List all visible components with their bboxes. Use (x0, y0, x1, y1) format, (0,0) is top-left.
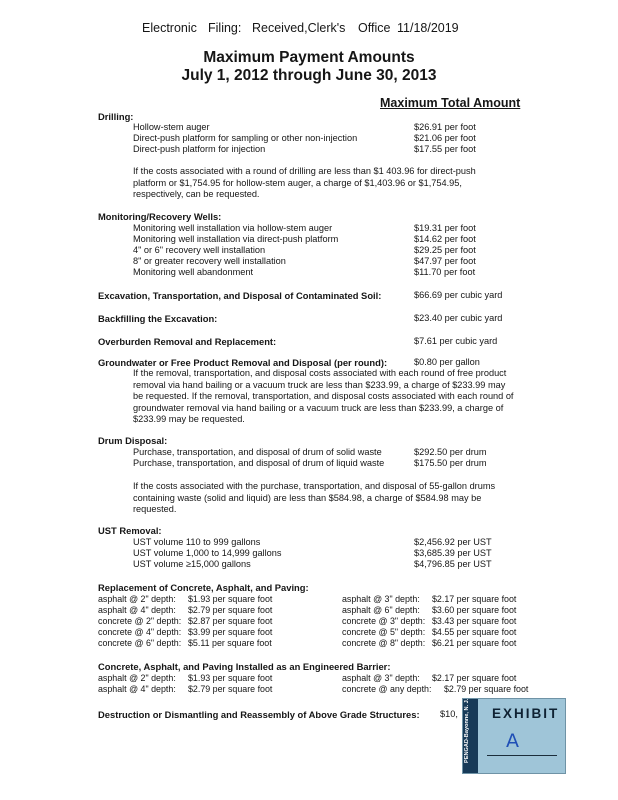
replacement-left-price: $3.99 per square foot (188, 627, 273, 637)
replacement-left-price: $1.93 per square foot (188, 594, 273, 604)
drilling-note: If the costs associated with a round of drilling are less than $1 403.96 for direct-push platform or $1,754.95 for hollow-stem auger, a charge of $1,403.96 or $1,754.95, respectively, can be requested. (133, 166, 476, 200)
replacement-left-price: $5.11 per square foot (188, 638, 272, 648)
replacement-left-label: concrete @ 2" depth: (98, 616, 182, 626)
groundwater-heading: Groundwater or Free Product Removal and Disposal (per round): (98, 357, 388, 368)
ust-heading: UST Removal: (98, 525, 162, 536)
excavation-heading: Excavation, Transportation, and Disposal of Contaminated Soil: (98, 290, 382, 301)
engineered-left-price: $2.79 per square foot (188, 684, 273, 694)
column-header: Maximum Total Amount (380, 96, 521, 110)
drum-item-label: Purchase, transportation, and disposal of drum of liquid waste (133, 458, 385, 468)
filing-stamp-electronic: Electronic (142, 21, 197, 35)
monitoring-item-price: $11.70 per foot (414, 267, 476, 277)
engineered-right-label: concrete @ any depth: (342, 684, 432, 694)
drilling-item-label: Direct-push platform for sampling or other non-injection (133, 133, 358, 143)
document-title: Maximum Payment Amounts (203, 49, 415, 66)
ust-item-price: $2,456.92 per UST (414, 537, 492, 547)
replacement-right-price: $4.55 per square foot (432, 627, 517, 637)
monitoring-heading: Monitoring/Recovery Wells: (98, 211, 222, 222)
monitoring-item-label: Monitoring well installation via direct-push platform (133, 234, 339, 244)
monitoring-item-label: Monitoring well abandonment (133, 267, 254, 277)
replacement-right-label: concrete @ 8" depth: (342, 638, 426, 648)
replacement-left-label: concrete @ 4" depth: (98, 627, 182, 637)
filing-stamp-date: 11/18/2019 (397, 21, 459, 35)
replacement-left-label: asphalt @ 2" depth: (98, 594, 176, 604)
replacement-heading: Replacement of Concrete, Asphalt, and Paving: (98, 582, 309, 593)
ust-item-price: $3,685.39 per UST (414, 548, 492, 558)
drilling-item-price: $17.55 per foot (414, 144, 476, 154)
drilling-item-price: $21.06 per foot (414, 133, 476, 143)
ust-item-label: UST volume ≥15,000 gallons (133, 559, 251, 569)
replacement-left-label: asphalt @ 4" depth: (98, 605, 176, 615)
ust-item-price: $4,796.85 per UST (414, 559, 492, 569)
engineered-left-label: asphalt @ 4" depth: (98, 684, 176, 694)
overburden-heading: Overburden Removal and Replacement: (98, 336, 277, 347)
replacement-right-price: $3.43 per square foot (432, 616, 517, 626)
replacement-right-price: $2.17 per square foot (432, 594, 517, 604)
replacement-left-price: $2.79 per square foot (188, 605, 273, 615)
groundwater-note: If the removal, transportation, and disposal costs associated with each round of free product removal via hand bailing or a vacuum truck are less than $233.99, a charge of $233.99 may be requested. If the removal, transportation, and disposal costs associated with each round of groundwater removal via hand bailing or a vacuum truck are less than $233.99, a charge of $233.99 may be requested. (133, 368, 514, 425)
replacement-left-label: concrete @ 6" depth: (98, 638, 182, 648)
groundwater-price: $0.80 per gallon (414, 357, 480, 367)
backfilling-heading: Backfilling the Excavation: (98, 313, 218, 324)
drum-item-price: $292.50 per drum (414, 447, 487, 457)
exhibit-sticker-band (463, 699, 478, 773)
replacement-left-price: $2.87 per square foot (188, 616, 273, 626)
exhibit-label: EXHIBIT (492, 706, 560, 721)
replacement-right-label: concrete @ 5" depth: (342, 627, 426, 637)
drum-heading: Drum Disposal: (98, 435, 168, 446)
drum-item-price: $175.50 per drum (414, 458, 487, 468)
overburden-price: $7.61 per cubic yard (414, 336, 498, 346)
monitoring-item-price: $47.97 per foot (414, 256, 476, 266)
drum-note: If the costs associated with the purchase, transportation, and disposal of 55-gallon drums containing waste (solid and liquid) are less than $584.98, a charge of $584.98 may be requested. (133, 481, 496, 515)
engineered-heading: Concrete, Asphalt, and Paving Installed as an Engineered Barrier: (98, 661, 391, 672)
destruction-heading: Destruction or Dismantling and Reassembly of Above Grade Structures: (98, 709, 420, 720)
document-subtitle: July 1, 2012 through June 30, 2013 (181, 67, 437, 84)
replacement-right-label: concrete @ 3" depth: (342, 616, 426, 626)
filing-stamp-received: Received,Clerk's (252, 21, 346, 35)
monitoring-item-label: 8" or greater recovery well installation (133, 256, 286, 266)
exhibit-sticker-side-text: PENGAD-Bayonne, N. J. (464, 698, 470, 763)
monitoring-item-price: $19.31 per foot (414, 223, 476, 233)
drilling-item-price: $26.91 per foot (414, 122, 476, 132)
excavation-price: $66.69 per cubic yard (414, 290, 503, 300)
backfilling-price: $23.40 per cubic yard (414, 313, 503, 323)
monitoring-item-price: $29.25 per foot (414, 245, 476, 255)
filing-stamp-filing: Filing: (208, 21, 242, 35)
monitoring-item-price: $14.62 per foot (414, 234, 476, 244)
replacement-right-price: $6.21 per square foot (432, 638, 517, 648)
replacement-right-label: asphalt @ 3" depth: (342, 594, 420, 604)
engineered-left-price: $1.93 per square foot (188, 673, 273, 683)
ust-item-label: UST volume 1,000 to 14,999 gallons (133, 548, 282, 558)
drilling-item-label: Hollow-stem auger (133, 122, 210, 132)
drilling-heading: Drilling: (98, 111, 134, 122)
filing-stamp-office: Office (358, 21, 391, 35)
monitoring-item-label: 4" or 6" recovery well installation (133, 245, 266, 255)
replacement-right-price: $3.60 per square foot (432, 605, 517, 615)
engineered-left-label: asphalt @ 2" depth: (98, 673, 176, 683)
destruction-price: $10, (440, 709, 458, 719)
engineered-right-price: $2.79 per square foot (444, 684, 529, 694)
engineered-right-price: $2.17 per square foot (432, 673, 517, 683)
engineered-right-label: asphalt @ 3" depth: (342, 673, 420, 683)
exhibit-underline (487, 755, 557, 756)
ust-item-label: UST volume 110 to 999 gallons (133, 537, 261, 547)
drilling-item-label: Direct-push platform for injection (133, 144, 266, 154)
drum-item-label: Purchase, transportation, and disposal of drum of solid waste (133, 447, 382, 457)
replacement-right-label: asphalt @ 6" depth: (342, 605, 420, 615)
exhibit-mark: A (506, 730, 519, 752)
monitoring-item-label: Monitoring well installation via hollow-stem auger (133, 223, 333, 233)
exhibit-sticker (462, 698, 566, 774)
